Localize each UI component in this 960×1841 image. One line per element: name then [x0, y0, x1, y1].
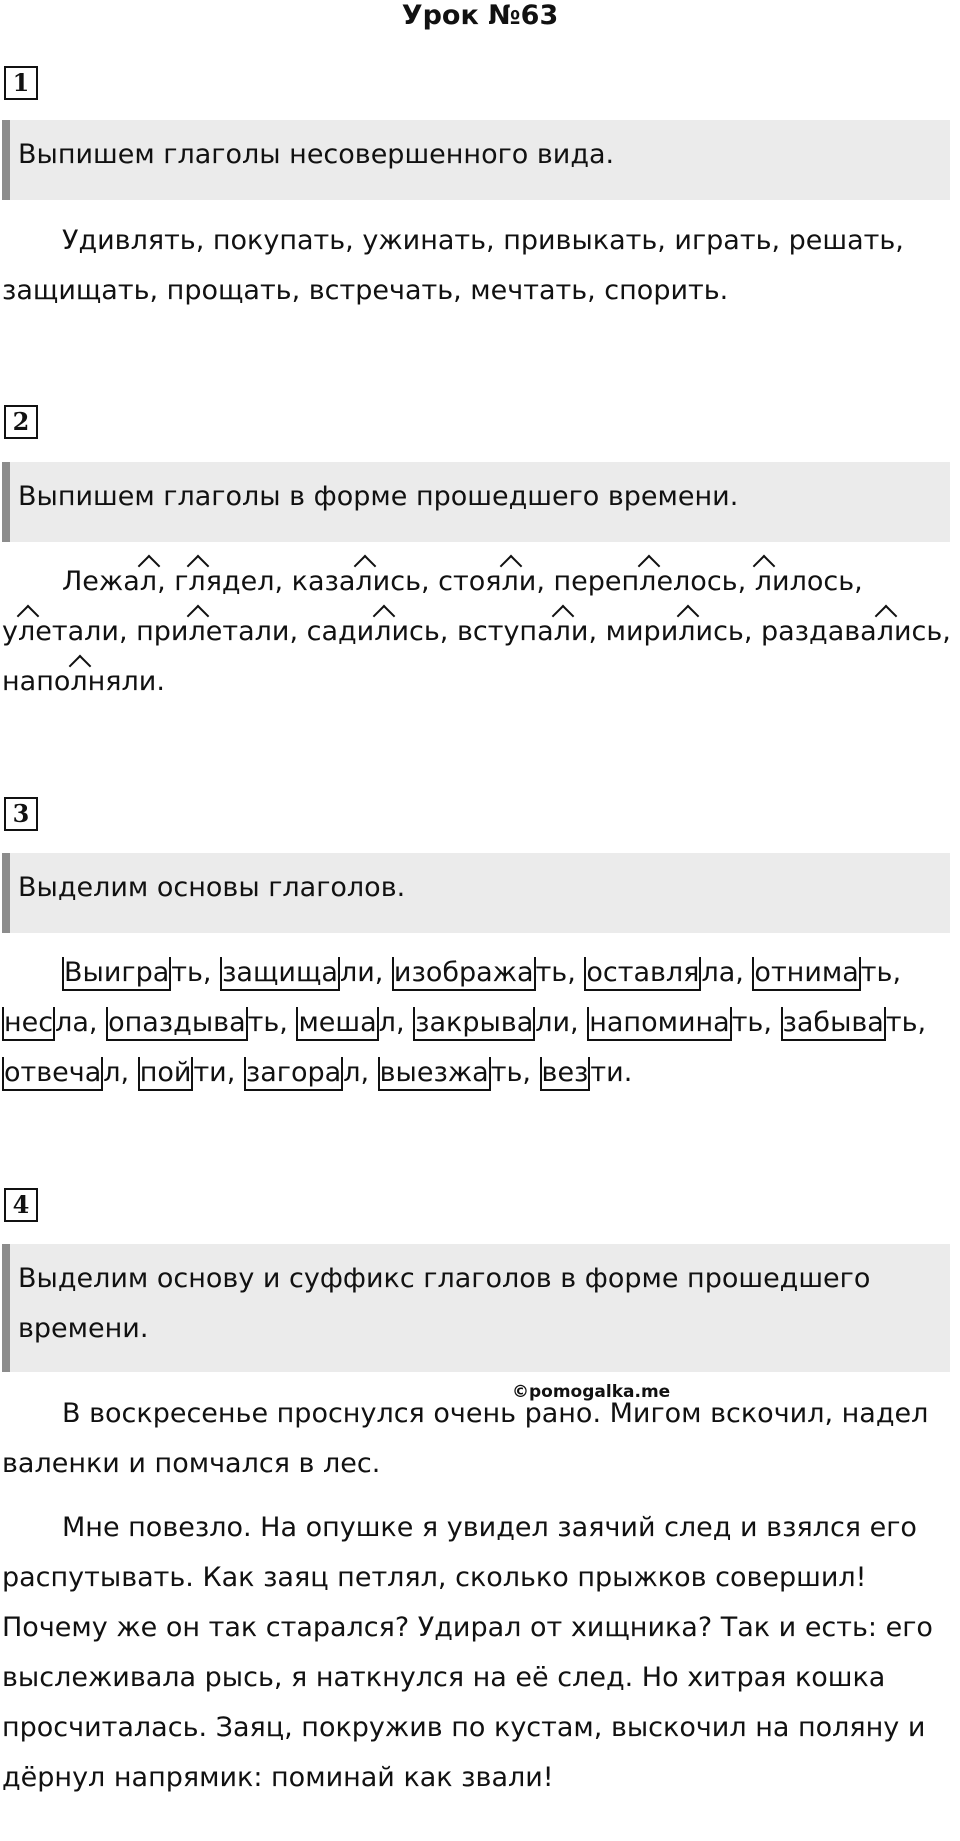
suffix-mark: л: [17, 616, 36, 647]
suffix-mark: л: [374, 616, 392, 647]
stem-mark: закрыва: [413, 1007, 535, 1041]
verb-word: переплелось: [553, 566, 738, 597]
stem-mark: нес: [2, 1007, 55, 1041]
stem-mark: изобража: [392, 957, 536, 991]
stem-mark: отвеча: [2, 1057, 103, 1091]
stem-mark: Выигра: [62, 957, 171, 991]
task-instruction-2: Выпишем глаголы в форме прошедшего времени.: [2, 462, 950, 542]
suffix-mark: л: [355, 566, 373, 597]
task-number-2: 2: [4, 405, 38, 439]
answer-text-1: Удивлять, покупать, ужинать, привыкать, играть, решать, защищать, прощать, встречать, мечтать, спорить.: [2, 225, 904, 306]
verb-word: забывать: [781, 1007, 918, 1041]
verb-word: Лежал: [62, 566, 158, 597]
task-answer-2: [2, 557, 958, 707]
stem-mark: меша: [296, 1007, 378, 1041]
suffix-mark: л: [70, 666, 88, 697]
answer-paragraph-2: Мне повезло. На опушке я увидел заячий след и взялся его распутывать. Как заяц петлял, сколько прыжков совершил! Почему же он так старался? Удирал от хищника? Так и есть: его выслеживала рысь, я наткнулся на её след. Но хитрая кошка просчиталась. Заяц, покружив по кустам, выскочил на поляну и дёрнул напрямик: поминай как звали!: [2, 1512, 933, 1793]
answer-text-3: Выиграть, защищали, изображать, оставляла, отнимать, несла, опаздывать, мешал, закрывали, напоминать, забывать, отвечал, пойти, загорал, выезжать, везти.: [2, 948, 958, 1098]
verb-word: опаздывать: [106, 1007, 279, 1041]
suffix-mark: л: [553, 616, 571, 647]
lesson-title: Урок №63: [401, 0, 559, 31]
stem-mark: оставля: [584, 957, 701, 991]
stem-mark: выезжа: [378, 1057, 491, 1091]
task-answer-3: [2, 948, 958, 1098]
verb-word: раздавались: [761, 616, 943, 647]
stem-mark: пой: [138, 1057, 194, 1091]
suffix-mark: л: [754, 566, 773, 597]
task-number-3: 3: [4, 797, 38, 831]
verb-word: закрывали: [413, 1007, 570, 1041]
stem-mark: отнима: [752, 957, 860, 991]
task-instruction-4: Выделим основу и суффикс глаголов в форме прошедшего времени.: [2, 1244, 950, 1372]
verb-word: напоминать: [587, 1007, 763, 1041]
stem-mark: забыва: [781, 1007, 886, 1041]
task-instruction-1: Выпишем глаголы несовершенного вида.: [2, 120, 950, 200]
stem-mark: вез: [540, 1057, 591, 1091]
verb-word: загорал: [244, 1057, 361, 1091]
verb-word: прилетали: [136, 616, 290, 647]
verb-word: несла: [2, 1007, 89, 1041]
task-instruction-3: Выделим основы глаголов.: [2, 853, 950, 933]
verb-word: изображать: [392, 957, 567, 991]
verb-word: улетали: [2, 616, 119, 647]
watermark: ©pomogalka.me: [512, 1382, 671, 1402]
suffix-mark: л: [639, 566, 657, 597]
answer-paragraph-1: В воскресенье проснулся очень рано. Мигом вскочил, надел валенки и помчался в лес.: [2, 1398, 929, 1479]
verb-word: мирились: [605, 616, 744, 647]
verb-word: отнимать: [752, 957, 892, 991]
suffix-mark: л: [678, 616, 696, 647]
verb-word: лилось: [754, 566, 855, 597]
task-answer-4: [2, 1389, 958, 1803]
verb-word: вступали: [456, 616, 589, 647]
stem-mark: опаздыва: [106, 1007, 248, 1041]
verb-word: глядел: [174, 566, 275, 597]
verb-word: садились: [306, 616, 440, 647]
suffix-mark: л: [188, 616, 206, 647]
task-number-1: 1: [4, 66, 38, 100]
suffix-mark: л: [501, 566, 519, 597]
verb-word: защищали: [220, 957, 375, 991]
verb-word: отвечал: [2, 1057, 121, 1091]
suffix-mark: л: [139, 566, 158, 597]
verb-word: выезжать: [378, 1057, 523, 1091]
verb-word: казались: [291, 566, 421, 597]
task-number-4: 4: [4, 1188, 38, 1222]
stem-mark: защища: [220, 957, 340, 991]
verb-word: пойти: [138, 1057, 227, 1091]
task-answer-1: [2, 216, 958, 316]
verb-word: стояли: [438, 566, 537, 597]
stem-mark: загора: [244, 1057, 343, 1091]
stem-mark: напомина: [587, 1007, 731, 1041]
verb-word: мешал: [296, 1007, 396, 1041]
answer-text-2: Лежал, глядел, казались, стояли, переплелось, лилось, улетали, прилетали, садились, вступали, мирились, раздавались, наполняли.: [2, 566, 951, 697]
verb-word: везти: [540, 1057, 624, 1091]
suffix-mark: л: [188, 566, 206, 597]
verb-word: оставляла: [584, 957, 735, 991]
verb-word: наполняли: [2, 666, 157, 697]
suffix-mark: л: [876, 616, 894, 647]
verb-word: Выиграть: [62, 957, 203, 991]
